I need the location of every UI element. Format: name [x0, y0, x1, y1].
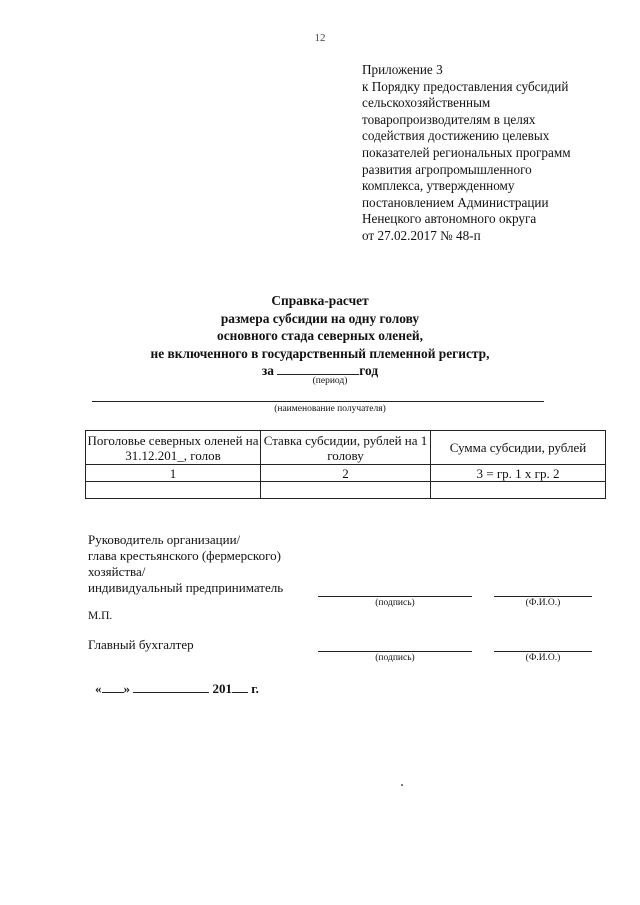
accountant-signature-caption: (подпись) — [375, 653, 415, 663]
scan-speck — [401, 784, 403, 786]
appendix-line: развития агропромышленного — [362, 161, 532, 177]
title-line: основного стада северных оленей, — [217, 328, 423, 343]
page-number: 12 — [314, 32, 326, 44]
accountant-name-field[interactable] — [494, 651, 592, 652]
header-rate: Ставка субсидии, рублей на 1 голову — [261, 431, 431, 465]
head-signature-field[interactable] — [318, 596, 472, 597]
table-header-row — [86, 431, 606, 465]
signatory-line: Руководитель организации/ — [88, 532, 241, 547]
signatory-line: глава крестьянского (фермерского) — [88, 548, 281, 563]
period-caption: (период) — [312, 376, 348, 386]
close-quote: » — [123, 681, 130, 696]
accountant-signature-field[interactable] — [318, 651, 472, 652]
appendix-line: товаропроизводителям в целях — [362, 111, 536, 127]
header-amount: Сумма субсидии, рублей — [431, 431, 606, 465]
appendix-line: показателей региональных программ — [362, 144, 571, 160]
document-title — [0, 292, 640, 380]
year-suffix: г. — [251, 681, 259, 696]
year-field[interactable] — [232, 681, 248, 693]
head-name-field[interactable] — [494, 596, 592, 597]
appendix-line: постановлением Администрации — [362, 194, 549, 210]
appendix-line: содействия достижению целевых — [362, 128, 550, 144]
appendix-line: от 27.02.2017 № 48-п — [362, 227, 481, 243]
appendix-line: сельскохозяйственным — [362, 95, 491, 111]
table-number-row — [86, 465, 606, 482]
appendix-line: комплекса, утвержденному — [362, 178, 515, 194]
table-cell[interactable] — [86, 482, 261, 499]
period-suffix: год — [359, 363, 379, 378]
signatory-line: индивидуальный предприниматель — [88, 580, 284, 595]
title-line: не включенного в государственный племенной регистр, — [150, 345, 490, 361]
appendix-line: к Порядку предоставления субсидий — [362, 78, 569, 94]
table-cell[interactable] — [431, 482, 606, 499]
title-line: Справка-расчет — [271, 293, 369, 308]
appendix-note — [362, 62, 632, 245]
head-signature-caption: (подпись) — [375, 598, 415, 608]
month-field[interactable] — [133, 681, 209, 693]
accountant-name-caption: (Ф.И.О.) — [525, 653, 561, 663]
table-cell[interactable] — [261, 482, 431, 499]
column-number: 3 = гр. 1 х гр. 2 — [431, 465, 606, 482]
calculation-table — [85, 430, 606, 499]
head-name-caption: (Ф.И.О.) — [525, 598, 561, 608]
head-signatory-label — [88, 532, 283, 596]
day-field[interactable] — [102, 681, 124, 693]
period-field[interactable] — [277, 362, 359, 375]
table-row — [86, 482, 606, 499]
title-line: размера субсидии на одну голову — [220, 310, 420, 326]
stamp-label: М.П. — [88, 610, 113, 622]
header-livestock: Поголовье северных оленей на 31.12.201_, голов — [87, 432, 259, 463]
chief-accountant-label: Главный бухгалтер — [88, 637, 194, 652]
recipient-caption: (наименование получателя) — [274, 404, 386, 414]
open-quote: « — [95, 681, 102, 696]
column-number: 2 — [261, 465, 431, 482]
year-prefix: 201 — [212, 681, 232, 696]
date-line — [95, 681, 259, 697]
appendix-line: Ненецкого автономного округа — [362, 211, 537, 227]
column-number: 1 — [86, 465, 261, 482]
period-prefix: за — [261, 363, 274, 378]
appendix-line: Приложение 3 — [362, 62, 443, 77]
signatory-line: хозяйства/ — [88, 564, 146, 579]
recipient-field[interactable] — [92, 401, 544, 402]
